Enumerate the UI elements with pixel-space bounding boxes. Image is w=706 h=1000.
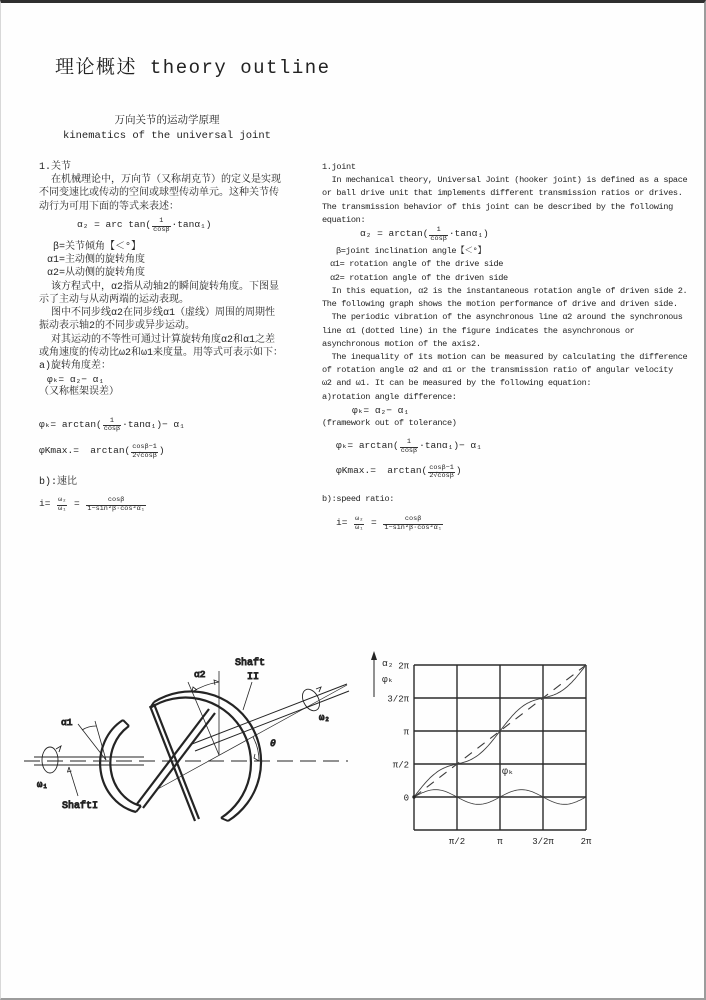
- fraction: $\frac{1}{\cos\beta}$: [400, 438, 418, 455]
- shaft2-leader-line: [243, 682, 252, 710]
- page-title: 理论概述 theory outline: [55, 56, 331, 79]
- y-tick-label: 2π: [398, 661, 409, 672]
- y-tick-label: 3/2π: [387, 694, 409, 705]
- x-tick-label: 3/2π: [532, 837, 554, 847]
- text-run: =: [68, 498, 86, 510]
- x-tick-label: π: [497, 837, 503, 847]
- text-run: α1= rotation angle of the drive side: [330, 259, 504, 270]
- fraction: $\frac{\text{ω₂}}{\text{ω₁}}$: [355, 515, 364, 532]
- text-line: [322, 285, 696, 298]
- text-line: [39, 320, 315, 333]
- text-line: [39, 174, 315, 187]
- text-run: β=关节倾角【＜°】: [53, 242, 142, 254]
- text-run: The inequality of its motion can be measured by calculating the difference: [322, 351, 688, 362]
- text-line: [39, 444, 315, 460]
- text-run: of rotation angle α2 and α1 or the transmission ratio of angular velocity: [322, 365, 673, 376]
- text-line: [322, 377, 696, 390]
- text-line: [322, 417, 696, 430]
- universal-joint-diagram: [16, 638, 351, 838]
- text-run: α2= rotation angle of the driven side: [330, 272, 508, 283]
- text-run: The following graph shows the motion performance of drive and driven side.: [322, 299, 678, 310]
- text-line: [39, 418, 315, 434]
- y-tick-label: π/2: [392, 760, 409, 771]
- text-run: line α1 (dotted line) in the figure indicates the asynchronous or: [322, 325, 635, 336]
- text-run: ·tanα₁)− α₁: [122, 418, 185, 430]
- rotation-arrow-omega1-icon: [56, 746, 61, 752]
- section-subtitle: [41, 114, 293, 144]
- text-run: 不同变速比或传动的空间或球型传动单元。这种关节传: [39, 188, 279, 200]
- subtitle-english: kinematics of the universal joint: [63, 130, 271, 142]
- yoke-left-crescent: [100, 720, 136, 812]
- text-line: [39, 334, 315, 347]
- fraction: $\frac{1}{\cos\beta}$: [103, 416, 121, 434]
- text-run: In this equation, α2 is the instantaneous rotation angle of driven side 2.: [322, 285, 688, 296]
- fraction: $\frac{\cos\beta-1}{2√\cos\beta}$: [429, 463, 454, 481]
- text-run: In mechanical theory, Universal Joint (hooker joint) is defined as a space: [322, 175, 688, 186]
- omega2-label: ω₂: [319, 713, 330, 723]
- text-line: [322, 214, 696, 227]
- text-line: [322, 391, 696, 404]
- y-tick-label: π: [403, 727, 409, 738]
- x-tick-label: 2π: [580, 837, 592, 847]
- text-line: [322, 227, 696, 243]
- text-run: 在机械理论中，万向节（又称胡克节）的定义是实现: [39, 175, 282, 187]
- text-line: [39, 360, 315, 373]
- text-line: [322, 174, 696, 187]
- phik-curve-label: φₖ: [502, 767, 515, 778]
- fraction: $\frac{1}{\cos\beta}$: [430, 226, 447, 243]
- text-line: [39, 267, 315, 280]
- english-text-column: [322, 161, 696, 532]
- text-run: 图中不同步线α2在同步线α1（虚线）周围的周期性: [39, 308, 276, 320]
- text-run: α₂ = arc tan(: [77, 218, 152, 230]
- text-run: =: [365, 516, 383, 528]
- y-axis-arrowhead-icon: [371, 651, 377, 660]
- text-run: α2=从动侧的旋转角度: [47, 268, 146, 280]
- text-line: [39, 241, 315, 254]
- text-run: i=: [336, 516, 354, 528]
- text-line: [322, 351, 696, 364]
- yoke-left-crescent: [110, 726, 141, 806]
- text-line: [322, 464, 696, 480]
- text-run: φKmax.= arctan(: [39, 444, 131, 456]
- shaft2-axis-line: [156, 685, 347, 790]
- yoke-cap: [221, 818, 228, 821]
- rotation-arrow-omega1-icon: [42, 747, 58, 773]
- text-run: a)rotation angle difference:: [322, 391, 457, 402]
- shaft1-label: ShaftI: [62, 801, 99, 812]
- text-run: α1=主动侧的旋转角度: [47, 255, 146, 267]
- axis-label-alpha2: α₂: [382, 658, 394, 669]
- text-run: or ball drive unit that implements different transmission ratios or drives.: [322, 188, 683, 199]
- alpha1-angle-arc: [82, 726, 96, 730]
- chinese-text-column: [39, 161, 315, 514]
- text-run: （又称框架误差）: [39, 387, 119, 399]
- fraction: $\frac{\cos\beta}{\text{1−sin²β·cos²α₁}}$: [384, 515, 442, 532]
- text-line: [322, 272, 696, 285]
- shaft2-label: II: [247, 672, 260, 683]
- text-line: [322, 325, 696, 338]
- text-run: a)旋转角度差：: [39, 360, 112, 372]
- text-line: [322, 298, 696, 311]
- text-run: 对其运动的不等性可通过计算旋转角度α2和α1之差: [39, 334, 276, 346]
- alpha2-label: α2: [194, 669, 206, 680]
- text-run: φKmax.= arctan(: [336, 465, 428, 477]
- yoke-cap: [123, 720, 129, 726]
- text-line: [39, 497, 315, 513]
- theta-label: θ: [270, 738, 276, 749]
- omega1-label: ω₁: [37, 780, 48, 790]
- yoke-cap: [136, 806, 141, 812]
- alpha1-label: α1: [61, 717, 73, 728]
- text-run: ): [158, 444, 165, 456]
- axis-label-phik: φₖ: [382, 674, 394, 685]
- text-run: (framework out of tolerance): [322, 417, 457, 428]
- fraction: $\frac{\cos\beta}{\text{1−sin²β·cos²α₁}}$: [87, 496, 145, 513]
- text-line: [39, 161, 315, 174]
- text-run: The periodic vibration of the asynchronous line α2 around the synchronous: [322, 312, 683, 323]
- text-line: [322, 338, 696, 351]
- text-run: The transmission behavior of this joint can be described by the following: [322, 201, 673, 212]
- shaft2-label: Shaft: [235, 658, 266, 669]
- yoke-spoke: [137, 709, 209, 804]
- text-line: [39, 347, 315, 360]
- text-line: [39, 218, 315, 234]
- text-line: [322, 245, 696, 258]
- text-run: ): [455, 465, 462, 477]
- y-tick-label: 0: [403, 793, 409, 804]
- text-run: asynchronous motion of the axis2.: [322, 338, 481, 349]
- text-line: [39, 386, 315, 399]
- text-run: 1.joint: [322, 162, 356, 172]
- fraction: $\frac{1}{\cos\beta}$: [153, 217, 170, 234]
- text-run: ω2 and ω1. It can be measured by the following equation:: [322, 378, 592, 389]
- text-run: 该方程式中，α2指从动轴2的瞬间旋转角度。下图显: [39, 281, 280, 293]
- text-run: b):speed ratio:: [322, 493, 395, 504]
- text-run: b):速比: [39, 477, 78, 489]
- yoke-spoke: [150, 706, 195, 821]
- text-run: 振动表示轴2的不同步或异步运动。: [39, 321, 196, 333]
- text-run: ·tanα₁)− α₁: [419, 440, 482, 452]
- text-line: [322, 201, 696, 214]
- text-run: 动行为可用下面的等式来表述：: [39, 201, 179, 213]
- text-line: [39, 476, 315, 489]
- rotation-arrow-omega2-icon: [316, 687, 321, 692]
- text-line: [39, 307, 315, 320]
- text-line: [322, 258, 696, 271]
- text-line: [39, 294, 315, 307]
- text-line: [39, 373, 315, 386]
- motion-performance-graph: [361, 645, 691, 857]
- text-run: α₂ = arctan(: [360, 228, 429, 240]
- fraction: $\frac{\cos\beta-1}{2√\cos\beta}$: [132, 443, 157, 460]
- text-run: equation:: [322, 214, 366, 225]
- text-line: [39, 201, 315, 214]
- text-line: [322, 439, 696, 455]
- text-line: [322, 404, 696, 417]
- text-line: [322, 364, 696, 377]
- fraction: $\frac{\text{ω₂}}{\text{ω₁}}$: [58, 496, 67, 513]
- text-run: β=joint inclination angle【＜°】: [336, 246, 486, 257]
- text-line: [322, 516, 696, 532]
- yoke-fan-rim: [150, 698, 251, 818]
- text-line: [322, 161, 696, 174]
- theta-arc-arrow: [254, 754, 259, 761]
- text-run: ·tanα₁): [171, 218, 212, 230]
- text-line: [39, 254, 315, 267]
- text-line: [322, 187, 696, 200]
- text-run: i=: [39, 498, 57, 510]
- subtitle-chinese: 万向关节的运动学原理: [114, 115, 220, 127]
- text-run: φₖ= arctan(: [39, 418, 102, 430]
- text-run: φₖ= α₂− α₁: [352, 404, 410, 416]
- text-line: [322, 493, 696, 506]
- x-tick-label: π/2: [448, 837, 466, 847]
- text-run: ·tanα₁): [448, 228, 489, 240]
- text-run: 示了主动与从动两端的运动表现。: [39, 294, 189, 306]
- text-run: φₖ= α₂− α₁: [47, 374, 105, 386]
- origin-dot: [412, 795, 415, 798]
- text-line: [39, 281, 315, 294]
- text-line: [39, 187, 315, 200]
- text-run: φₖ= arctan(: [336, 440, 399, 452]
- text-run: 或角速度的传动比ω2和ω1来度量。用等式可表示如下：: [39, 347, 284, 359]
- text-run: 1.关节: [39, 162, 72, 173]
- text-line: [322, 311, 696, 324]
